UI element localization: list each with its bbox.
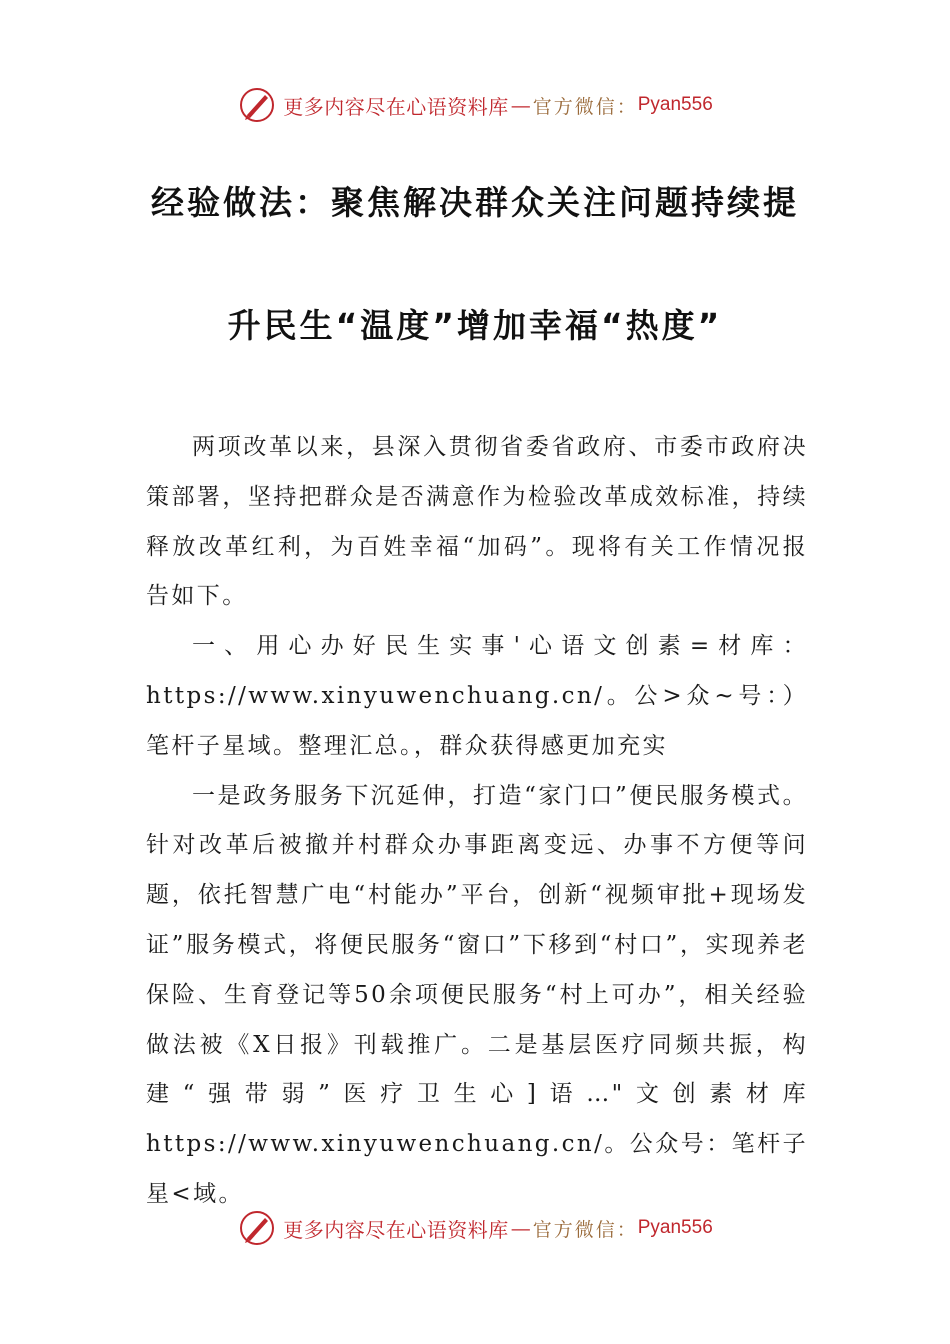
document-body <box>146 423 808 1220</box>
banner-wechat-id: Pyan556 <box>637 1217 713 1238</box>
paragraph: 一、用心办好民生实事'心语文创素=材库：https://www.xinyuwenchuang.cn/。公>众~号：）笔杆子星域。整理汇总。，群众获得感更加充实 <box>146 633 808 759</box>
banner-text: 更多内容尽在心语资料库 <box>283 94 509 119</box>
paragraph: 两项改革以来，县深入贯彻省委省政府、市委市政府决策部署，坚持把群众是否满意作为检验改革成效标准，持续释放改革红利，为百姓幸福“加码”。现将有关工作情况报告如下。 <box>146 434 808 610</box>
footer-banner <box>0 1203 950 1253</box>
title-line-2: 升民生“温度”增加幸福“热度” <box>227 306 723 345</box>
banner-wechat-id: Pyan556 <box>637 94 713 115</box>
paragraph: 一是政务服务下沉延伸，打造“家门口”便民服务模式。针对改革后被撤并村群众办事距离变远、办事不方便等问题，依托智慧广电“村能办”平台，创新“视频审批+现场发证”服务模式，将便民服务“窗口”下移到“村口”，实现养老保险、生育登记等50余项便民服务“村上可办”，相关经验做法被《X日报》刊载推广。二是基层医疗同频共振，构建“强带弱”医疗卫生心]语…"文创素材库https://www.xinyuwenchuang.cn/。公众号：笔杆子星<域。 <box>146 782 808 1207</box>
pen-logo-icon <box>237 1208 277 1248</box>
banner-dash: — <box>510 1216 531 1240</box>
banner-dash: — <box>510 93 531 117</box>
banner-wechat-label: 官方微信： <box>532 1218 638 1241</box>
banner-wechat-label: 官方微信： <box>532 95 638 118</box>
header-banner <box>0 80 950 130</box>
pen-logo-icon <box>237 85 277 125</box>
title-line-1: 经验做法：聚焦解决群众关注问题持续提 <box>151 183 799 222</box>
banner-text: 更多内容尽在心语资料库 <box>283 1217 509 1242</box>
